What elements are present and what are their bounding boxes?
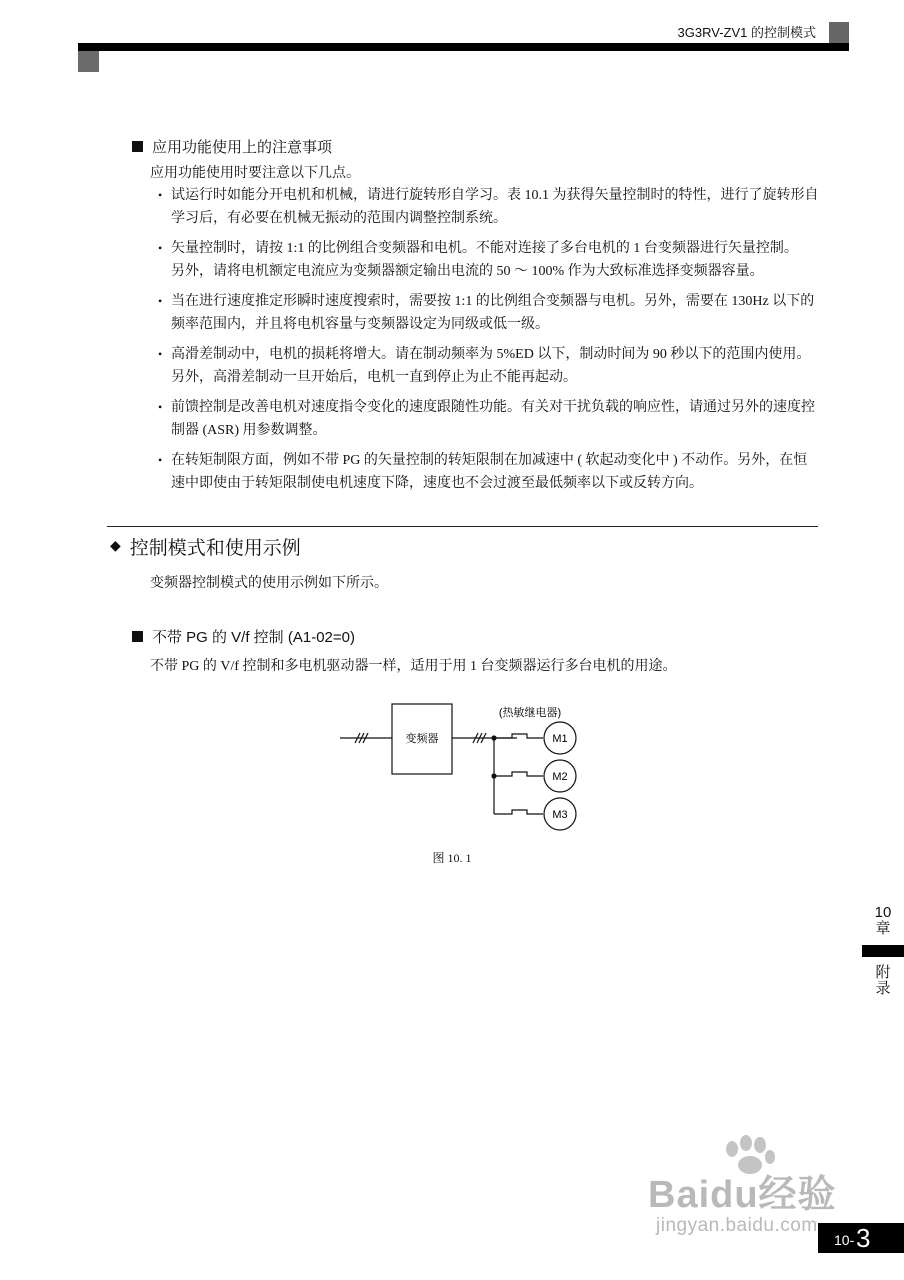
three-phase-marker-input xyxy=(355,733,368,743)
square-bullet-icon xyxy=(132,631,143,642)
motor-label: M2 xyxy=(552,771,568,783)
list-item-text: 当在进行速度推定形瞬时速度搜索时，需要按 1:1 的比例组合变频器与电机。另外，需要在 130Hz 以下的频率范围内，并且将电机容量与变频器设定为同级或低一级。 xyxy=(171,294,815,332)
chapter-number: 10 xyxy=(874,904,892,921)
section-divider xyxy=(107,526,818,527)
page-number-prefix: 10- xyxy=(834,1232,855,1248)
header-title: 3G3RV-ZV1 的控制模式 xyxy=(677,25,816,40)
list-item-text: 高滑差制动中，电机的损耗将增大。请在制动频率为 5%ED 以下，制动时间为 90 秒以下的范围内使用。另外，高滑差制动一旦开始后，电机一直到停止为止不能再起动。 xyxy=(171,347,811,385)
list-item-text: 在转矩制限方面，例如不带 PG 的矢量控制的转矩限制在加减速中 ( 软起动变化中 ) 不动作。另外，在恒速中即使由于转矩限制使电机速度下降，速度也不会过渡至最低频率以下或反转方向。 xyxy=(171,453,808,491)
inverter-label: 变频器 xyxy=(405,733,439,745)
list-item xyxy=(158,290,820,336)
chapter-tab xyxy=(862,905,904,997)
list-item xyxy=(158,237,820,283)
page-number-value: 3 xyxy=(856,1223,871,1253)
watermark-logo: Baidu经验 xyxy=(648,1174,837,1216)
header-left-block xyxy=(78,51,99,72)
page-number xyxy=(818,1223,904,1253)
list-item xyxy=(158,449,820,495)
section-heading-vf xyxy=(132,626,355,647)
chapter-label: 附录 xyxy=(875,964,891,997)
section-intro: 变频器控制模式的使用示例如下所示。 xyxy=(150,576,388,591)
thermal-relay-m1 xyxy=(494,734,543,738)
list-item xyxy=(158,184,820,230)
chapter-bar xyxy=(862,945,904,957)
square-bullet-icon xyxy=(132,141,143,152)
header-rule xyxy=(78,43,849,51)
motor-label: M1 xyxy=(552,733,568,745)
chapter-unit: 章 xyxy=(875,920,891,937)
list-item-text: 矢量控制时，请按 1:1 的比例组合变频器和电机。不能对连接了多台电机的 1 台变频器进行矢量控制。 xyxy=(171,241,798,256)
section-heading-modes xyxy=(110,533,301,560)
section-heading-text: 控制模式和使用示例 xyxy=(129,538,301,559)
thermal-relay-m2 xyxy=(494,772,543,776)
list-item xyxy=(158,396,820,442)
section-intro: 应用功能使用时要注意以下几点。 xyxy=(150,166,360,181)
three-phase-marker-output xyxy=(473,733,486,743)
watermark-url: jingyan.baidu.com xyxy=(656,1215,818,1236)
section-heading-notes xyxy=(132,136,332,157)
list-item-text: 试运行时如能分开电机和机械，请进行旋转形自学习。表 10.1 为获得矢量控制时的特性，进行了旋转形自学习后，有必要在机械无振动的范围内调整控制系统。 xyxy=(171,188,819,226)
diamond-bullet-icon: ◆ xyxy=(110,539,121,554)
notes-list xyxy=(158,184,820,502)
thermal-relay-m3 xyxy=(494,810,543,814)
list-item-text: 前馈控制是改善电机对速度指令变化的速度跟随性功能。有关对干扰负载的响应性，请通过另外的速度控制器 (ASR) 用参数调整。 xyxy=(171,400,815,438)
figure-caption: 图 10. 1 xyxy=(432,851,472,865)
section-heading-text: 应用功能使用上的注意事项 xyxy=(152,140,333,156)
motor-label: M3 xyxy=(552,809,568,821)
relay-label: (热敏继电器) xyxy=(498,707,562,719)
wiring-diagram xyxy=(330,700,590,832)
list-item-note: 另外，请将电机额定电流应为变频器额定输出电流的 50 ～ 100% 作为大致标准选择变频器容量。 xyxy=(171,264,764,279)
section-heading-text: 不带 PG 的 V/f 控制 (A1-02=0) xyxy=(152,629,355,646)
section-intro: 不带 PG 的 V/f 控制和多电机驱动器一样，适用于用 1 台变频器运行多台电机的用途。 xyxy=(150,659,677,674)
list-item xyxy=(158,343,820,389)
